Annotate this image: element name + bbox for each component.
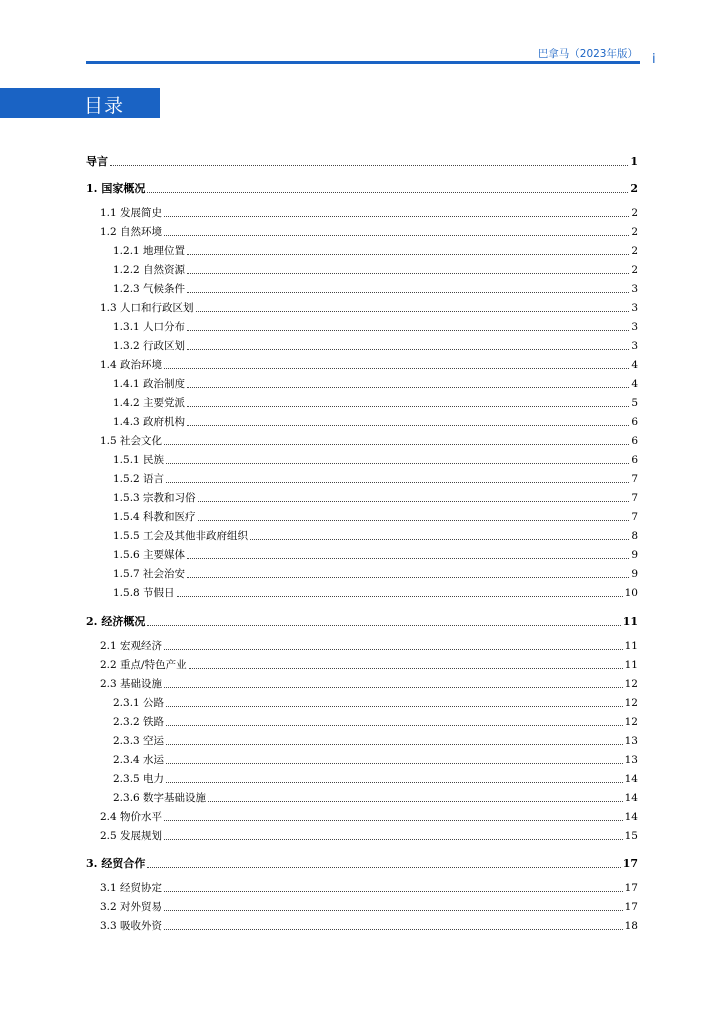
toc-leader-dots <box>164 443 629 445</box>
toc-entry-page: 14 <box>624 811 638 823</box>
toc-entry[interactable] <box>113 771 638 787</box>
toc-entry-title: 2.4 物价水平 <box>100 811 163 823</box>
toc-entry-title: 2.3.6 数字基础设施 <box>113 792 207 804</box>
toc-entry[interactable] <box>86 614 638 630</box>
toc-entry-page: 6 <box>631 435 638 447</box>
toc-leader-dots <box>250 538 629 540</box>
toc-entry-page: 11 <box>624 659 638 671</box>
toc-entry[interactable] <box>100 224 638 240</box>
toc-leader-dots <box>187 424 629 426</box>
toc-entry-page: 1 <box>630 155 638 168</box>
toc-leader-dots <box>164 819 623 821</box>
toc-entry-title: 2.3.3 空运 <box>113 735 165 747</box>
toc-leader-dots <box>164 909 623 911</box>
toc-entry[interactable] <box>100 676 638 692</box>
document-title: 巴拿马（2023年版） <box>537 48 638 60</box>
toc-entry[interactable] <box>100 809 638 825</box>
toc-entry[interactable] <box>113 243 638 259</box>
toc-entry[interactable] <box>113 376 638 392</box>
toc-leader-dots <box>164 215 629 217</box>
toc-entry-page: 17 <box>624 901 638 913</box>
toc-leader-dots <box>147 624 620 626</box>
toc-heading: 目录 <box>84 95 125 117</box>
toc-entry-page: 17 <box>622 857 638 870</box>
toc-entry[interactable] <box>113 752 638 768</box>
toc-entry-page: 7 <box>631 511 638 523</box>
toc-entry-title: 1.5.7 社会治安 <box>113 568 186 580</box>
toc-entry-title: 1.2.3 气候条件 <box>113 283 186 295</box>
toc-entry-title: 1.1 发展简史 <box>100 207 163 219</box>
toc-entry-page: 12 <box>624 697 638 709</box>
toc-leader-dots <box>164 234 629 236</box>
toc-entry-page: 13 <box>624 735 638 747</box>
toc-entry-title: 导言 <box>86 155 108 168</box>
toc-entry[interactable] <box>100 357 638 373</box>
toc-leader-dots <box>166 743 623 745</box>
toc-entry[interactable] <box>100 828 638 844</box>
toc-entry-title: 1.2.1 地理位置 <box>113 245 186 257</box>
toc-entry-page: 15 <box>624 830 638 842</box>
toc-entry-title: 1.5.1 民族 <box>113 454 165 466</box>
toc-leader-dots <box>187 576 629 578</box>
toc-entry-title: 2.3.1 公路 <box>113 697 165 709</box>
toc-entry-title: 2.3.4 水运 <box>113 754 165 766</box>
toc-entry[interactable] <box>113 281 638 297</box>
toc-entry-page: 14 <box>624 792 638 804</box>
toc-entry-title: 3.1 经贸协定 <box>100 882 163 894</box>
toc-entry-title: 1.4.2 主要党派 <box>113 397 186 409</box>
toc-entry-title: 2.2 重点/特色产业 <box>100 659 187 671</box>
toc-entry-page: 11 <box>624 640 638 652</box>
toc-entry-title: 3.2 对外贸易 <box>100 901 163 913</box>
toc-entry[interactable] <box>113 585 638 601</box>
toc-entry[interactable] <box>86 856 638 872</box>
toc-entry-page: 3 <box>631 340 638 352</box>
toc-entry-page: 9 <box>631 549 638 561</box>
toc-leader-dots <box>189 667 623 669</box>
toc-leader-dots <box>187 253 629 255</box>
toc-leader-dots <box>208 800 623 802</box>
toc-entry[interactable] <box>86 181 638 197</box>
toc-entry-title: 1.5.2 语言 <box>113 473 165 485</box>
toc-entry-page: 18 <box>624 920 638 932</box>
toc-entry-title: 2.3.2 铁路 <box>113 716 165 728</box>
toc-entry-title: 1.3 人口和行政区划 <box>100 302 194 314</box>
toc-entry[interactable] <box>100 918 638 934</box>
toc-entry[interactable] <box>100 205 638 221</box>
toc-entry-title: 1.5 社会文化 <box>100 435 163 447</box>
toc-leader-dots <box>147 866 620 868</box>
toc-entry-page: 5 <box>631 397 638 409</box>
toc-entry-title: 1.4.3 政府机构 <box>113 416 186 428</box>
page-number: i <box>652 52 656 67</box>
toc-entry-page: 6 <box>631 454 638 466</box>
toc-entry[interactable] <box>113 452 638 468</box>
toc-entry-page: 3 <box>631 302 638 314</box>
toc-leader-dots <box>198 500 630 502</box>
toc-entry-title: 2.1 宏观经济 <box>100 640 163 652</box>
toc-entry-title: 1.2.2 自然资源 <box>113 264 186 276</box>
toc-entry-title: 2.3.5 电力 <box>113 773 165 785</box>
toc-entry[interactable] <box>113 790 638 806</box>
toc-leader-dots <box>196 310 630 312</box>
toc-entry[interactable] <box>113 547 638 563</box>
toc-entry-title: 1.2 自然环境 <box>100 226 163 238</box>
toc-entry-title: 3.3 吸收外资 <box>100 920 163 932</box>
toc-entry[interactable] <box>113 566 638 582</box>
toc-entry[interactable] <box>100 657 638 673</box>
toc-entry-page: 6 <box>631 416 638 428</box>
toc-leader-dots <box>164 928 623 930</box>
toc-entry-page: 2 <box>631 245 638 257</box>
toc-entry-page: 8 <box>631 530 638 542</box>
toc-entry-page: 17 <box>624 882 638 894</box>
toc-entry-page: 13 <box>624 754 638 766</box>
toc-leader-dots <box>164 686 623 688</box>
toc-entry-title: 3. 经贸合作 <box>86 857 146 870</box>
toc-entry[interactable] <box>113 733 638 749</box>
toc-entry[interactable] <box>100 433 638 449</box>
toc-leader-dots <box>164 648 623 650</box>
toc-entry[interactable] <box>100 899 638 915</box>
toc-leader-dots <box>164 367 629 369</box>
toc-leader-dots <box>187 329 629 331</box>
toc-entry-title: 2.5 发展规划 <box>100 830 163 842</box>
toc-entry-page: 3 <box>631 321 638 333</box>
toc-leader-dots <box>187 348 629 350</box>
toc-entry[interactable] <box>113 319 638 335</box>
toc-entry[interactable] <box>86 154 638 170</box>
toc-entry-page: 2 <box>631 264 638 276</box>
toc-entry[interactable] <box>100 880 638 896</box>
toc-leader-dots <box>166 781 623 783</box>
toc-entry[interactable] <box>113 262 638 278</box>
toc-entry[interactable] <box>113 509 638 525</box>
toc-entry-title: 1.5.5 工会及其他非政府组织 <box>113 530 249 542</box>
toc-entry-title: 1.4 政治环境 <box>100 359 163 371</box>
toc-entry-title: 1.5.3 宗教和习俗 <box>113 492 196 504</box>
toc-leader-dots <box>198 519 630 521</box>
toc-entry-page: 2 <box>631 207 638 219</box>
toc-entry-page: 14 <box>624 773 638 785</box>
toc-entry-page: 10 <box>624 587 638 599</box>
toc-entry-title: 1.5.4 科教和医疗 <box>113 511 196 523</box>
toc-leader-dots <box>164 838 623 840</box>
toc-entry[interactable] <box>113 714 638 730</box>
toc-entry[interactable] <box>113 395 638 411</box>
toc-entry[interactable] <box>100 638 638 654</box>
toc-entry-page: 2 <box>630 182 638 195</box>
toc-entry-title: 1. 国家概况 <box>86 182 146 195</box>
toc-entry[interactable] <box>113 414 638 430</box>
toc-entry-page: 7 <box>631 492 638 504</box>
toc-entry-title: 1.3.2 行政区划 <box>113 340 186 352</box>
toc-leader-dots <box>177 595 623 597</box>
toc-leader-dots <box>187 557 629 559</box>
toc-entry[interactable] <box>113 695 638 711</box>
toc-entry-title: 1.4.1 政治制度 <box>113 378 186 390</box>
toc-leader-dots <box>166 762 623 764</box>
toc-entry[interactable] <box>113 528 638 544</box>
toc-entry-page: 9 <box>631 568 638 580</box>
toc-leader-dots <box>187 386 629 388</box>
toc-entry-page: 12 <box>624 716 638 728</box>
toc-entry-title: 1.5.8 节假日 <box>113 587 175 599</box>
toc-leader-dots <box>166 724 623 726</box>
toc-entry-title: 1.3.1 人口分布 <box>113 321 186 333</box>
toc-leader-dots <box>166 462 629 464</box>
toc-entry-title: 2.3 基础设施 <box>100 678 163 690</box>
toc-entry-page: 11 <box>622 615 638 628</box>
toc-leader-dots <box>147 191 628 193</box>
toc-leader-dots <box>187 291 629 293</box>
toc-entry-title: 2. 经济概况 <box>86 615 146 628</box>
toc-leader-dots <box>166 481 629 483</box>
toc-entry[interactable] <box>113 471 638 487</box>
toc-leader-dots <box>164 890 623 892</box>
toc-entry-page: 4 <box>631 378 638 390</box>
toc-leader-dots <box>187 272 629 274</box>
toc-entry[interactable] <box>113 490 638 506</box>
toc-leader-dots <box>110 164 628 166</box>
toc-leader-dots <box>166 705 623 707</box>
toc-entry[interactable] <box>100 300 638 316</box>
toc-entry-page: 12 <box>624 678 638 690</box>
toc-leader-dots <box>187 405 629 407</box>
toc-entry-page: 7 <box>631 473 638 485</box>
toc-entry-title: 1.5.6 主要媒体 <box>113 549 186 561</box>
toc-entry-page: 2 <box>631 226 638 238</box>
toc-entry[interactable] <box>113 338 638 354</box>
toc-entry-page: 3 <box>631 283 638 295</box>
toc-entry-page: 4 <box>631 359 638 371</box>
